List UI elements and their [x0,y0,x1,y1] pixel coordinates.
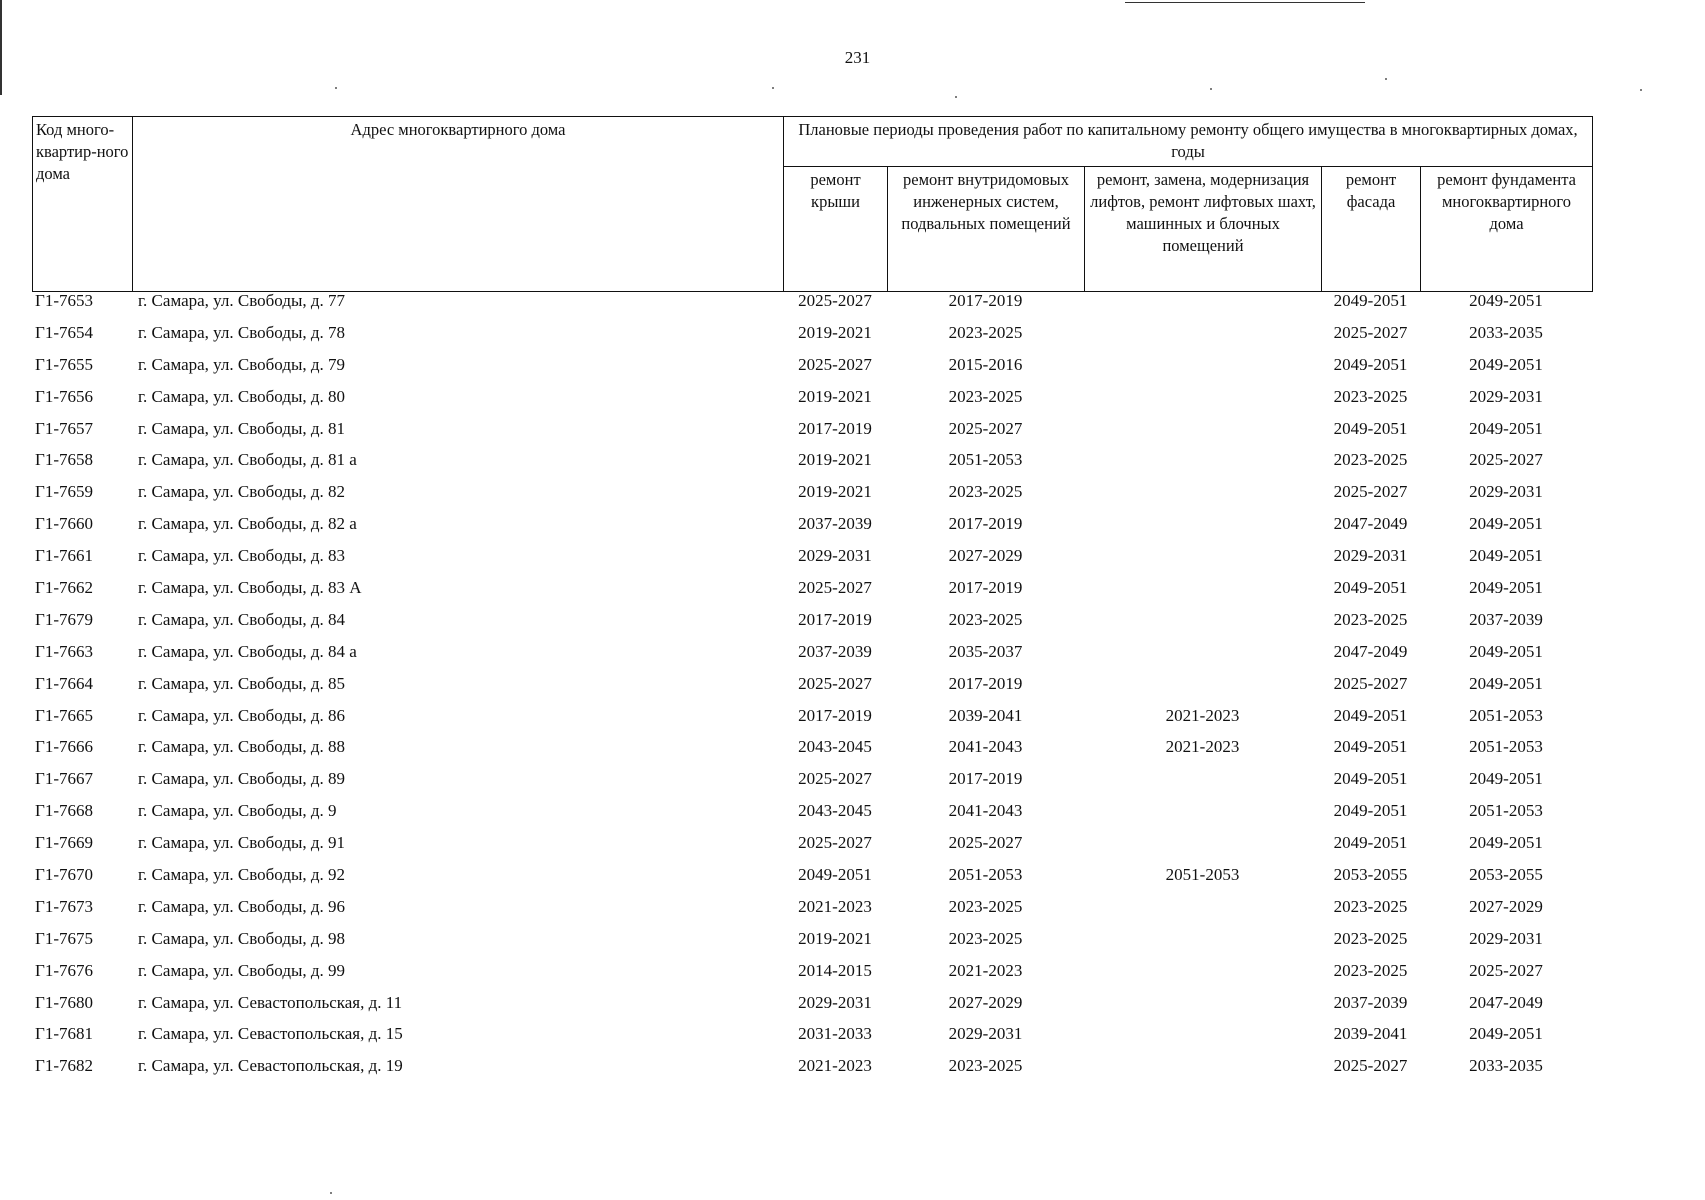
cell-address: г. Самара, ул. Свободы, д. 89 [138,769,346,789]
cell-eng: 2039-2041 [948,705,1023,725]
scan-edge-line [0,0,2,95]
cell-eng: 2023-2025 [948,482,1023,502]
cell-roof: 2029-2031 [798,992,872,1012]
cell-eng: 2017-2019 [948,673,1023,693]
cell-code: Г1-7660 [35,514,93,534]
cell-code: Г1-7679 [35,609,93,629]
cell-code: Г1-7662 [35,578,93,598]
cell-facade: 2025-2027 [1333,1056,1408,1076]
table-row [32,929,1592,961]
scan-speck [1385,78,1387,80]
cell-foundation: 2049-2051 [1469,546,1543,566]
cell-eng: 2051-2053 [948,865,1023,885]
cell-eng: 2017-2019 [948,291,1023,310]
cell-code: Г1-7655 [35,354,93,374]
cell-foundation: 2049-2051 [1469,291,1543,310]
cell-address: г. Самара, ул. Свободы, д. 77 [138,291,346,310]
cell-foundation: 2033-2035 [1469,322,1543,342]
table-row [32,1056,1592,1088]
table-row [32,514,1592,546]
cell-address: г. Самара, ул. Свободы, д. 78 [138,322,346,342]
cell-address: г. Самара, ул. Свободы, д. 85 [138,673,346,693]
cell-roof: 2025-2027 [798,578,872,598]
table-row [32,323,1592,355]
cell-eng: 2023-2025 [948,896,1023,916]
cell-roof: 2025-2027 [798,291,872,310]
cell-code: Г1-7673 [35,896,93,916]
cell-roof: 2049-2051 [798,865,872,885]
cell-roof: 2025-2027 [798,673,872,693]
cell-address: г. Самара, ул. Севастопольская, д. 19 [138,1056,403,1076]
cell-foundation: 2047-2049 [1469,992,1543,1012]
cell-eng: 2041-2043 [948,737,1023,757]
cell-code: Г1-7670 [35,865,93,885]
cell-facade: 2049-2051 [1333,833,1408,853]
cell-facade: 2025-2027 [1333,482,1408,502]
scan-top-line [1125,2,1365,3]
cell-code: Г1-7664 [35,673,93,693]
header-foundation: ремонт фундамента многоквартирного дома [1421,167,1593,292]
table-row [32,897,1592,929]
scan-speck [955,96,957,98]
cell-foundation: 2049-2051 [1469,769,1543,789]
cell-roof: 2019-2021 [798,322,872,342]
cell-code: Г1-7669 [35,833,93,853]
cell-facade: 2025-2027 [1333,673,1408,693]
cell-code: Г1-7663 [35,641,93,661]
cell-code: Г1-7661 [35,546,93,566]
table-row [32,993,1592,1025]
cell-facade: 2049-2051 [1333,291,1408,310]
cell-address: г. Самара, ул. Свободы, д. 82 а [138,514,357,534]
cell-facade: 2023-2025 [1333,609,1408,629]
page-number: 231 [844,48,871,67]
table-row [32,642,1592,674]
cell-code: Г1-7656 [35,386,93,406]
cell-address: г. Самара, ул. Севастопольская, д. 11 [138,992,403,1012]
table-row [32,1024,1592,1056]
cell-roof: 2025-2027 [798,354,872,374]
cell-facade: 2039-2041 [1333,1024,1408,1044]
scan-speck [772,87,774,89]
cell-code: Г1-7682 [35,1056,93,1076]
cell-address: г. Самара, ул. Свободы, д. 84 а [138,641,357,661]
cell-facade: 2025-2027 [1333,322,1408,342]
header-roof: ремонт крыши [784,167,888,292]
cell-facade: 2023-2025 [1333,450,1408,470]
cell-eng: 2029-2031 [948,1024,1023,1044]
cell-roof: 2031-2033 [798,1024,872,1044]
cell-foundation: 2027-2029 [1469,896,1543,916]
cell-roof: 2019-2021 [798,928,872,948]
cell-address: г. Самара, ул. Свободы, д. 9 [138,801,337,821]
cell-address: г. Самара, ул. Свободы, д. 81 а [138,450,357,470]
cell-eng: 2017-2019 [948,514,1023,534]
cell-foundation: 2049-2051 [1469,1024,1543,1044]
table-row [32,546,1592,578]
cell-address: г. Самара, ул. Севастопольская, д. 15 [138,1024,403,1044]
header-lift: ремонт, замена, модернизация лифтов, ремонт лифтовых шахт, машинных и блочных помещений [1085,167,1322,292]
cell-roof: 2021-2023 [798,1056,872,1076]
cell-eng: 2027-2029 [948,992,1023,1012]
cell-address: г. Самара, ул. Свободы, д. 79 [138,354,346,374]
cell-facade: 2023-2025 [1333,928,1408,948]
cell-foundation: 2025-2027 [1469,450,1543,470]
cell-roof: 2014-2015 [798,960,872,980]
cell-facade: 2037-2039 [1333,992,1408,1012]
cell-roof: 2019-2021 [798,482,872,502]
scan-speck [330,1192,332,1194]
cell-foundation: 2049-2051 [1469,578,1543,598]
cell-eng: 2023-2025 [948,1056,1023,1076]
cell-address: г. Самара, ул. Свободы, д. 80 [138,386,346,406]
table-body [32,291,1592,1088]
cell-facade: 2047-2049 [1333,514,1408,534]
cell-address: г. Самара, ул. Свободы, д. 91 [138,833,346,853]
table-row [32,865,1592,897]
cell-roof: 2043-2045 [798,801,872,821]
cell-foundation: 2029-2031 [1469,386,1543,406]
cell-foundation: 2049-2051 [1469,418,1543,438]
cell-facade: 2047-2049 [1333,641,1408,661]
cell-address: г. Самара, ул. Свободы, д. 96 [138,896,346,916]
cell-code: Г1-7680 [35,992,93,1012]
cell-lift: 2021-2023 [1165,737,1240,757]
cell-eng: 2023-2025 [948,609,1023,629]
cell-address: г. Самара, ул. Свободы, д. 84 [138,609,346,629]
cell-code: Г1-7667 [35,769,93,789]
cell-code: Г1-7658 [35,450,93,470]
cell-eng: 2023-2025 [948,322,1023,342]
cell-facade: 2049-2051 [1333,705,1408,725]
cell-eng: 2035-2037 [948,641,1023,661]
table-header [32,116,1593,292]
cell-address: г. Самара, ул. Свободы, д. 82 [138,482,346,502]
cell-foundation: 2037-2039 [1469,609,1543,629]
cell-code: Г1-7681 [35,1024,93,1044]
cell-foundation: 2049-2051 [1469,641,1543,661]
table-row [32,674,1592,706]
header-periods: Плановые периоды проведения работ по капитальному ремонту общего имущества в многоквартирных домах, годы [784,117,1593,167]
table-row [32,737,1592,769]
cell-facade: 2053-2055 [1333,865,1408,885]
cell-facade: 2049-2051 [1333,769,1408,789]
cell-eng: 2025-2027 [948,418,1023,438]
cell-eng: 2025-2027 [948,833,1023,853]
cell-lift: 2051-2053 [1165,865,1240,885]
table-row [32,387,1592,419]
header-engineering: ремонт внутридомовых инженерных систем, подвальных помещений [888,167,1085,292]
cell-code: Г1-7659 [35,482,93,502]
cell-facade: 2049-2051 [1333,578,1408,598]
table-row [32,706,1592,738]
table-row [32,961,1592,993]
table-row [32,578,1592,610]
cell-foundation: 2033-2035 [1469,1056,1543,1076]
cell-roof: 2043-2045 [798,737,872,757]
cell-eng: 2051-2053 [948,450,1023,470]
cell-roof: 2021-2023 [798,896,872,916]
cell-facade: 2049-2051 [1333,418,1408,438]
cell-eng: 2017-2019 [948,578,1023,598]
cell-address: г. Самара, ул. Свободы, д. 83 А [138,578,362,598]
cell-roof: 2029-2031 [798,546,872,566]
cell-roof: 2019-2021 [798,450,872,470]
scan-speck [335,87,337,89]
cell-foundation: 2051-2053 [1469,801,1543,821]
cell-foundation: 2051-2053 [1469,705,1543,725]
cell-foundation: 2051-2053 [1469,737,1543,757]
cell-foundation: 2049-2051 [1469,673,1543,693]
table-row [32,355,1592,387]
cell-roof: 2017-2019 [798,705,872,725]
cell-eng: 2017-2019 [948,769,1023,789]
cell-foundation: 2049-2051 [1469,354,1543,374]
cell-code: Г1-7676 [35,960,93,980]
cell-code: Г1-7675 [35,928,93,948]
scan-speck [1210,88,1212,90]
cell-foundation: 2049-2051 [1469,514,1543,534]
cell-code: Г1-7666 [35,737,93,757]
table-row [32,291,1592,323]
cell-address: г. Самара, ул. Свободы, д. 86 [138,705,346,725]
cell-address: г. Самара, ул. Свободы, д. 81 [138,418,346,438]
cell-eng: 2015-2016 [948,354,1023,374]
cell-roof: 2019-2021 [798,386,872,406]
cell-foundation: 2049-2051 [1469,833,1543,853]
cell-code: Г1-7654 [35,322,93,342]
table-row [32,450,1592,482]
cell-facade: 2049-2051 [1333,354,1408,374]
cell-foundation: 2029-2031 [1469,482,1543,502]
cell-facade: 2023-2025 [1333,386,1408,406]
cell-address: г. Самара, ул. Свободы, д. 99 [138,960,346,980]
table-row [32,769,1592,801]
cell-facade: 2049-2051 [1333,737,1408,757]
cell-code: Г1-7657 [35,418,93,438]
cell-facade: 2023-2025 [1333,960,1408,980]
cell-facade: 2029-2031 [1333,546,1408,566]
cell-eng: 2021-2023 [948,960,1023,980]
header-code: Код много-квартир-ного дома [33,117,133,292]
cell-roof: 2017-2019 [798,418,872,438]
cell-eng: 2041-2043 [948,801,1023,821]
table-row [32,419,1592,451]
cell-lift: 2021-2023 [1165,705,1240,725]
cell-address: г. Самара, ул. Свободы, д. 88 [138,737,346,757]
cell-address: г. Самара, ул. Свободы, д. 83 [138,546,346,566]
cell-address: г. Самара, ул. Свободы, д. 92 [138,865,346,885]
table-row [32,610,1592,642]
cell-roof: 2017-2019 [798,609,872,629]
cell-foundation: 2029-2031 [1469,928,1543,948]
cell-roof: 2037-2039 [798,641,872,661]
cell-roof: 2037-2039 [798,514,872,534]
cell-eng: 2027-2029 [948,546,1023,566]
table-row [32,833,1592,865]
cell-facade: 2023-2025 [1333,896,1408,916]
cell-eng: 2023-2025 [948,386,1023,406]
cell-code: Г1-7653 [35,291,93,310]
cell-foundation: 2025-2027 [1469,960,1543,980]
cell-foundation: 2053-2055 [1469,865,1543,885]
cell-roof: 2025-2027 [798,833,872,853]
table-row [32,482,1592,514]
header-facade: ремонт фасада [1322,167,1421,292]
cell-code: Г1-7668 [35,801,93,821]
cell-eng: 2023-2025 [948,928,1023,948]
scan-speck [1640,89,1642,91]
cell-code: Г1-7665 [35,705,93,725]
header-address: Адрес многоквартирного дома [133,117,784,292]
cell-roof: 2025-2027 [798,769,872,789]
table-row [32,801,1592,833]
cell-address: г. Самара, ул. Свободы, д. 98 [138,928,346,948]
cell-facade: 2049-2051 [1333,801,1408,821]
